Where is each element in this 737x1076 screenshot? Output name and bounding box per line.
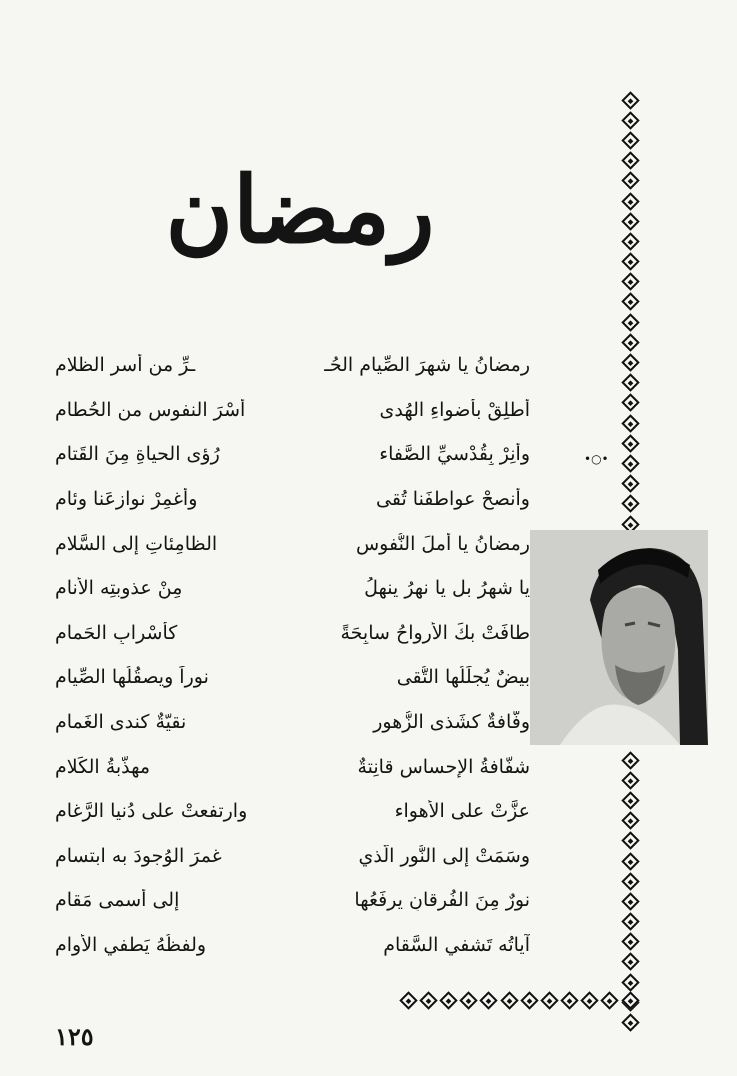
diamond-ornament [621, 394, 639, 412]
diamond-ornament [621, 374, 639, 392]
diamond-ornament [621, 434, 639, 452]
poem-body [55, 343, 530, 967]
diamond-ornament [621, 751, 639, 769]
diamond-ornament [621, 811, 639, 829]
diamond-ornament [621, 172, 639, 190]
page-number: ١٢٥ [55, 1022, 94, 1051]
verse-line [55, 834, 530, 879]
diamond-ornament [621, 933, 639, 951]
verse-line [55, 343, 530, 388]
diamond-ornament [621, 414, 639, 432]
verse-second-hemistich: كأسْرابِ الحَمام [55, 621, 178, 644]
verse-second-hemistich: مهذّبةُ الكَلام [55, 755, 151, 778]
diamond-ornament [621, 973, 639, 991]
verse-second-hemistich: ـرِّ من أسرِ الظلام [55, 354, 196, 377]
diamond-ornament [621, 1013, 639, 1031]
diamond-ornament [621, 474, 639, 492]
verse-first-hemistich: شفّافةُ الإحساسِ قانِتةٌ [357, 755, 530, 778]
verse-line [55, 388, 530, 433]
diamond-ornament [500, 991, 518, 1009]
verse-first-hemistich: وسَمَتْ إلى النُّورِ الَّذي [358, 844, 530, 867]
verse-first-hemistich: وأنِرْ بِقُدْسيِّ الصَّفاء [379, 443, 530, 466]
verse-first-hemistich: بيضٌ يُجلِّلُها التُّقى [396, 666, 530, 689]
verse-second-hemistich: وارتفعتْ على دُنيا الرَّغام [55, 800, 248, 823]
verse-first-hemistich: وأنصحْ عواطفَنا تُقى [376, 488, 530, 511]
diamond-ornament [621, 454, 639, 472]
ornament-dots: •○• [584, 452, 609, 466]
diamond-ornament [540, 991, 558, 1009]
diamond-ornament [621, 111, 639, 129]
diamond-ornament [621, 91, 639, 109]
diamond-ornament [621, 892, 639, 910]
verse-line [55, 611, 530, 656]
diamond-ornament [621, 832, 639, 850]
diamond-ornament [621, 791, 639, 809]
poem-title: رمضان [165, 156, 435, 264]
verse-first-hemistich: عزَّتْ على الأهواء [394, 800, 530, 823]
diamond-ornament [399, 991, 417, 1009]
diamond-ornament [621, 293, 639, 311]
verse-first-hemistich: وفّافةٌ كشَذى الزُّهور [373, 711, 530, 734]
verse-second-hemistich: نقيّةٌ كندى الغَمام [55, 711, 187, 734]
verse-second-hemistich: مِنْ عذوبتِه الأنام [55, 577, 183, 600]
diamond-ornament [621, 872, 639, 890]
diamond-ornament [621, 953, 639, 971]
diamond-ornament [621, 252, 639, 270]
diamond-ornament [601, 991, 619, 1009]
verse-first-hemistich: رمضانُ يا أملَ النُّفوس [355, 532, 530, 555]
verse-first-hemistich: طافَتْ بكَ الأرواحُ سابِحَةً [340, 621, 530, 644]
verse-line [55, 655, 530, 700]
verse-line [55, 878, 530, 923]
verse-line [55, 432, 530, 477]
verse-line [55, 477, 530, 522]
verse-first-hemistich: أطلِقْ بأضواءِ الهُدى [379, 398, 530, 421]
verse-line [55, 700, 530, 745]
diamond-ornament [621, 273, 639, 291]
verse-second-hemistich: نوراً ويصقُلُها الصِّيام [55, 666, 209, 689]
verse-second-hemistich: غمرَ الوُجودَ به ابتسام [55, 844, 222, 867]
verse-line [55, 789, 530, 834]
diamond-ornament [621, 212, 639, 230]
diamond-ornament [581, 991, 599, 1009]
verse-line [55, 521, 530, 566]
diamond-ornament [621, 151, 639, 169]
verse-line [55, 923, 530, 968]
verse-second-hemistich: ولفظُهُ يَطفي الأُوام [55, 934, 207, 957]
diamond-ornament [621, 313, 639, 331]
diamond-ornament [621, 991, 639, 1009]
poet-portrait [530, 530, 708, 745]
diamond-ornament [621, 495, 639, 513]
verse-second-hemistich: أسْرَ النفوسِ من الحُطام [55, 398, 246, 421]
verse-first-hemistich: رمضانُ يا شهرَ الصِّيام الحُـ [324, 354, 530, 377]
diamond-ornament [621, 192, 639, 210]
verse-first-hemistich: نورٌ مِنَ الفُرقانِ يرفَعُها [354, 889, 530, 912]
diamond-ornament [621, 131, 639, 149]
verse-second-hemistich: وأغمِرْ نوازِعَنا وِئام [55, 488, 198, 511]
diamond-ornament [419, 991, 437, 1009]
verse-line [55, 744, 530, 789]
verse-second-hemistich: رُؤى الحياةِ مِنَ القَتام [55, 443, 220, 466]
verse-second-hemistich: إلى أسمى مَقام [55, 889, 180, 912]
diamond-ornament [621, 912, 639, 930]
verse-first-hemistich: يا شهرُ بل يا نهرُ ينهلُ [364, 577, 530, 600]
diamond-ornament [621, 852, 639, 870]
diamond-ornament [621, 232, 639, 250]
verse-first-hemistich: آياتُه تَشفي السَّقام [383, 934, 530, 957]
diamond-border-horizontal [398, 991, 640, 1009]
diamond-ornament [459, 991, 477, 1009]
diamond-ornament [621, 333, 639, 351]
diamond-ornament [560, 991, 578, 1009]
diamond-ornament [439, 991, 457, 1009]
diamond-ornament [480, 991, 498, 1009]
verse-line [55, 566, 530, 611]
diamond-ornament [621, 771, 639, 789]
verse-second-hemistich: الظامِئاتِ إلى السَّلام [55, 532, 218, 555]
portrait-image [530, 530, 708, 745]
diamond-ornament [621, 353, 639, 371]
diamond-ornament [520, 991, 538, 1009]
